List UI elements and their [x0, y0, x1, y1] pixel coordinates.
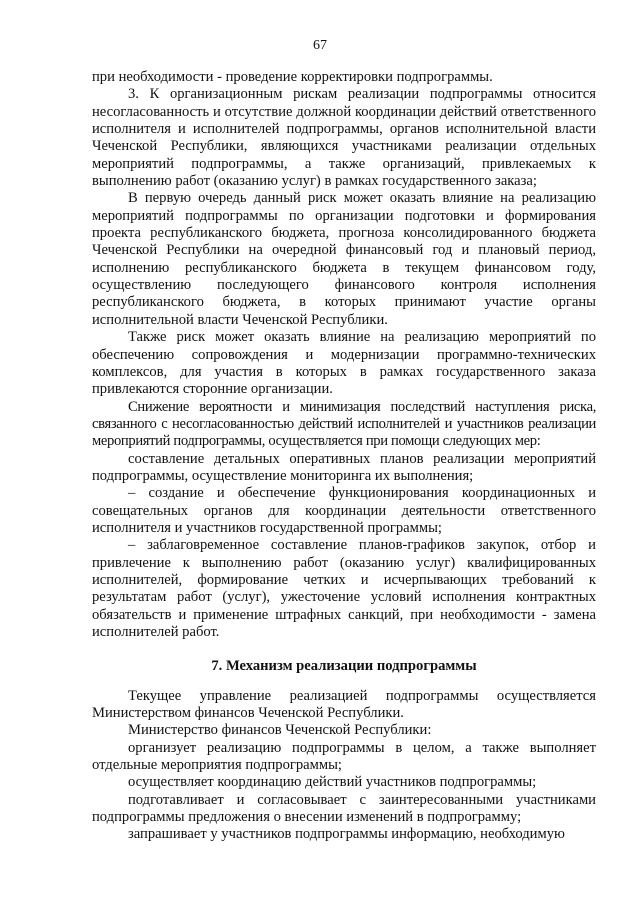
paragraph: осуществляет координацию действий участников подпрограммы;	[128, 774, 537, 791]
paragraph: запрашивает у участников подпрограммы информацию, необходимую	[128, 826, 565, 843]
page-number: 67	[313, 38, 327, 53]
section-heading: 7. Механизм реализации подпрограммы	[211, 658, 477, 675]
paragraph: Снижение вероятности и минимизация последствий наступления риска, связанного с несогласованностью действий исполнителей и участников реализации мероприятий подпрограммы, осуществляется при помощи следующих мер:	[92, 398, 596, 450]
paragraph: Министерство финансов Чеченской Республики:	[128, 722, 432, 739]
paragraph: подготавливает и согласовывает с заинтересованными участниками подпрограммы предложения о внесении изменений в подпрограмму;	[92, 791, 596, 826]
paragraph: при необходимости - проведение корректировки подпрограммы.	[92, 69, 493, 85]
paragraph: организует реализацию подпрограммы в целом, а также выполняет отдельные мероприятия подпрограммы;	[92, 739, 596, 774]
paragraph: 3. К организационным рискам реализации подпрограммы относится несогласованность и отсутствие должной координации действий ответственного исполнителя и исполнителей подпрограммы, органов исполнительной власти Чеченской Республики, являющихся участниками реализации отдельных мероприятий подпрограммы, а также организаций, привлекаемых к выполнению работ (оказанию услуг) в рамках государственного заказа;	[92, 86, 596, 190]
paragraph: В первую очередь данный риск может оказать влияние на реализацию мероприятий подпрограммы по организации подготовки и формирования проекта республиканского бюджета, прогноза консолидированного бюджета Чеченской Республики на очередной финансовый год и плановый период, исполнению республиканского бюджета в текущем финансовом году, осуществлению последующего финансового контроля исполнения республиканского бюджета, в которых принимают участие органы исполнительной власти Чеченской Республики.	[92, 190, 596, 328]
paragraph: Текущее управление реализацией подпрограммы осуществляется Министерством финансов Чеченской Республики.	[92, 687, 596, 722]
paragraph: – заблаговременное составление планов-графиков закупок, отбор и привлечение к выполнению работ (оказанию услуг) квалифицированных исполнителей, формирование четких и исчерпывающих требований к результатам работ (услуг), ужесточение условий исполнения контрактных обязательств и применение штрафных санкций, при необходимости - замена исполнителей работ.	[92, 537, 596, 640]
paragraph: – создание и обеспечение функционирования координационных и совещательных органов для координации деятельности ответственного исполнителя и участников государственной программы;	[92, 485, 596, 536]
paragraph: Также риск может оказать влияние на реализацию мероприятий по обеспечению сопровождения и модернизации программно-технических комплексов, для участия в которых в рамках государственного заказа привлекаются сторонние организации.	[92, 329, 596, 398]
document-body	[92, 69, 596, 844]
paragraph: составление детальных оперативных планов реализации мероприятий подпрограммы, осуществление мониторинга их выполнения;	[92, 450, 596, 484]
